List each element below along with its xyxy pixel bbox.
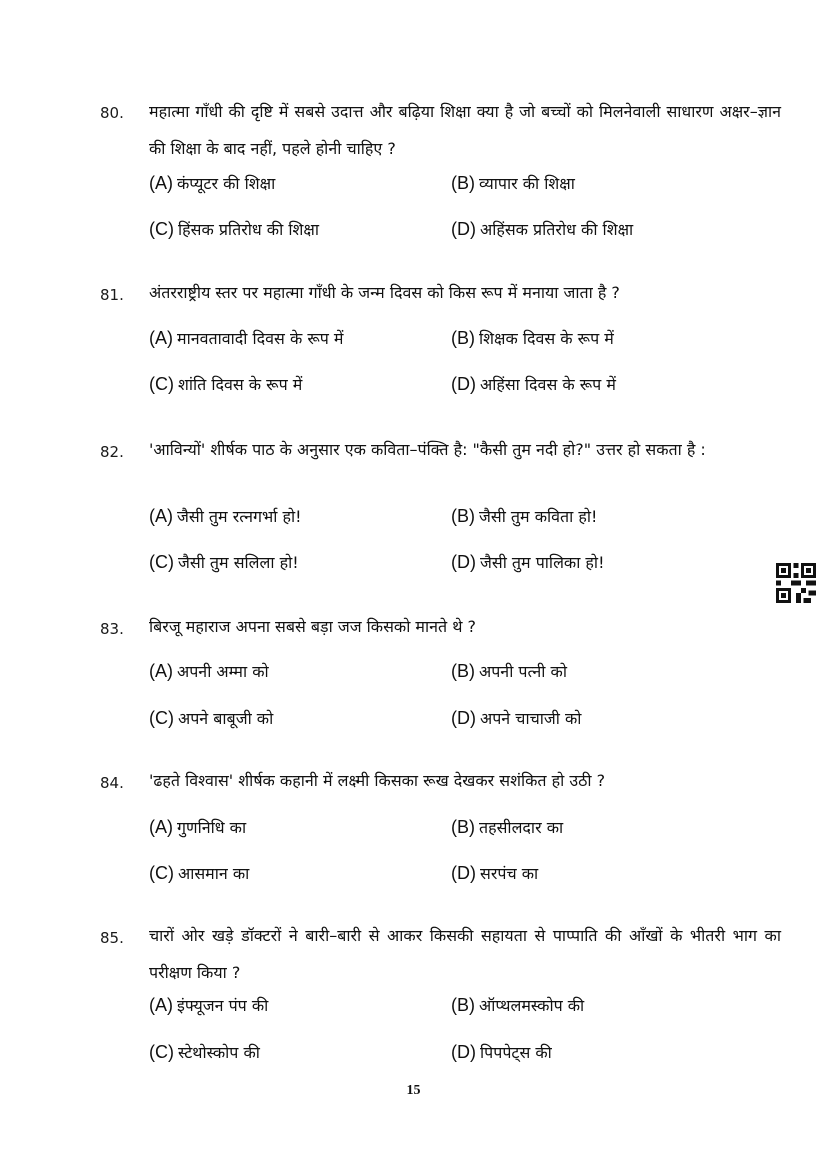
option-a [149,505,302,527]
option-b [451,994,584,1016]
option-label: (B) [451,661,475,681]
question-number: 80. [100,104,124,122]
option-b [451,505,597,527]
option-label: (A) [149,328,173,348]
option-text: मानवतावादी दिवस के रूप में [177,329,344,348]
question-text: बिरजू महाराज अपना सबसे बड़ा जज किसको मानते थे ? [149,617,477,636]
option-text: पिपपेट्स की [480,1043,552,1062]
question-number: 81. [100,286,124,304]
qr-code [776,563,816,603]
option-label: (C) [149,708,174,728]
option-label: (A) [149,173,173,193]
option-d [451,218,633,240]
option-c [149,862,249,884]
option-a [149,172,275,194]
option-label: (C) [149,374,174,394]
option-d [451,707,581,729]
question-text: 'आविन्यों' शीर्षक पाठ के अनुसार एक कविता–पंक्ति है: "कैसी तुम नदी हो?" उत्तर हो सकता है : [149,440,706,459]
option-text: जैसी तुम पालिका हो! [480,553,605,572]
option-text: कंप्यूटर की शिक्षा [177,174,276,193]
option-text: अहिंसा दिवस के रूप में [480,375,616,394]
option-a [149,994,268,1016]
option-b [451,660,567,682]
option-text: स्टेथोस्कोप की [178,1043,260,1062]
option-text: अपने चाचाजी को [480,709,582,728]
option-text: तहसीलदार का [479,818,564,837]
option-d [451,373,616,395]
option-label: (B) [451,506,475,526]
page-number: 15 [406,1083,421,1098]
option-text: आसमान का [178,864,250,883]
option-text: जैसी तुम रत्नगर्भा हो! [177,507,302,526]
option-a [149,660,269,682]
option-a [149,816,246,838]
option-label: (B) [451,328,475,348]
option-label: (C) [149,552,174,572]
option-text: व्यापार की शिक्षा [479,174,575,193]
option-label: (B) [451,817,475,837]
option-text: शिक्षक दिवस के रूप में [479,329,614,348]
option-d [451,551,605,573]
option-label: (C) [149,1042,174,1062]
question-text: चारों ओर खड़े डॉक्टरों ने बारी–बारी से आकर किसकी सहायता से पाप्पाति की आँखों के भीतरी भाग का परीक्षण किया ? [149,926,781,982]
question-number: 83. [100,620,124,638]
option-text: शांति दिवस के रूप में [178,375,303,394]
option-c [149,1041,260,1063]
option-label: (A) [149,661,173,681]
option-b [451,172,575,194]
option-text: जैसी तुम कविता हो! [479,507,598,526]
option-d [451,1041,552,1063]
option-label: (D) [451,552,476,572]
question-number: 84. [100,774,124,792]
option-text: इंफ्यूजन पंप की [177,996,269,1015]
option-c [149,707,273,729]
option-text: अपनी अम्मा को [177,662,269,681]
option-label: (D) [451,708,476,728]
question-text: 'ढहते विश्वास' शीर्षक कहानी में लक्ष्मी किसका रूख देखकर सशंकित हो उठी ? [149,771,606,790]
option-text: अहिंसक प्रतिरोध की शिक्षा [480,220,634,239]
option-label: (D) [451,863,476,883]
option-label: (B) [451,173,475,193]
option-a [149,327,344,349]
option-text: अपने बाबूजी को [178,709,274,728]
option-label: (A) [149,506,173,526]
option-label: (C) [149,863,174,883]
option-text: अपनी पत्नी को [479,662,567,681]
option-label: (A) [149,817,173,837]
question-number: 82. [100,443,124,461]
option-text: हिंसक प्रतिरोध की शिक्षा [178,220,319,239]
option-label: (A) [149,995,173,1015]
option-label: (D) [451,219,476,239]
option-c [149,551,299,573]
option-text: ऑप्थलमस्कोप की [479,996,585,1015]
option-label: (B) [451,995,475,1015]
option-c [149,218,319,240]
question-number: 85. [100,929,124,947]
question-text: महात्मा गाँधी की दृष्टि में सबसे उदात्त और बढ़िया शिक्षा क्या है जो बच्चों को मिलनेवाली साधारण अक्षर–ज्ञान की शिक्षा के बाद नहीं, पहले होनी चाहिए ? [149,102,781,158]
question-text: अंतरराष्ट्रीय स्तर पर महात्मा गाँधी के जन्म दिवस को किस रूप में मनाया जाता है ? [149,283,620,302]
option-text: गुणनिधि का [177,818,247,837]
option-label: (D) [451,1042,476,1062]
option-b [451,327,614,349]
option-label: (C) [149,219,174,239]
option-b [451,816,563,838]
option-text: जैसी तुम सलिला हो! [178,553,299,572]
option-d [451,862,538,884]
option-c [149,373,302,395]
option-text: सरपंच का [480,864,539,883]
option-label: (D) [451,374,476,394]
